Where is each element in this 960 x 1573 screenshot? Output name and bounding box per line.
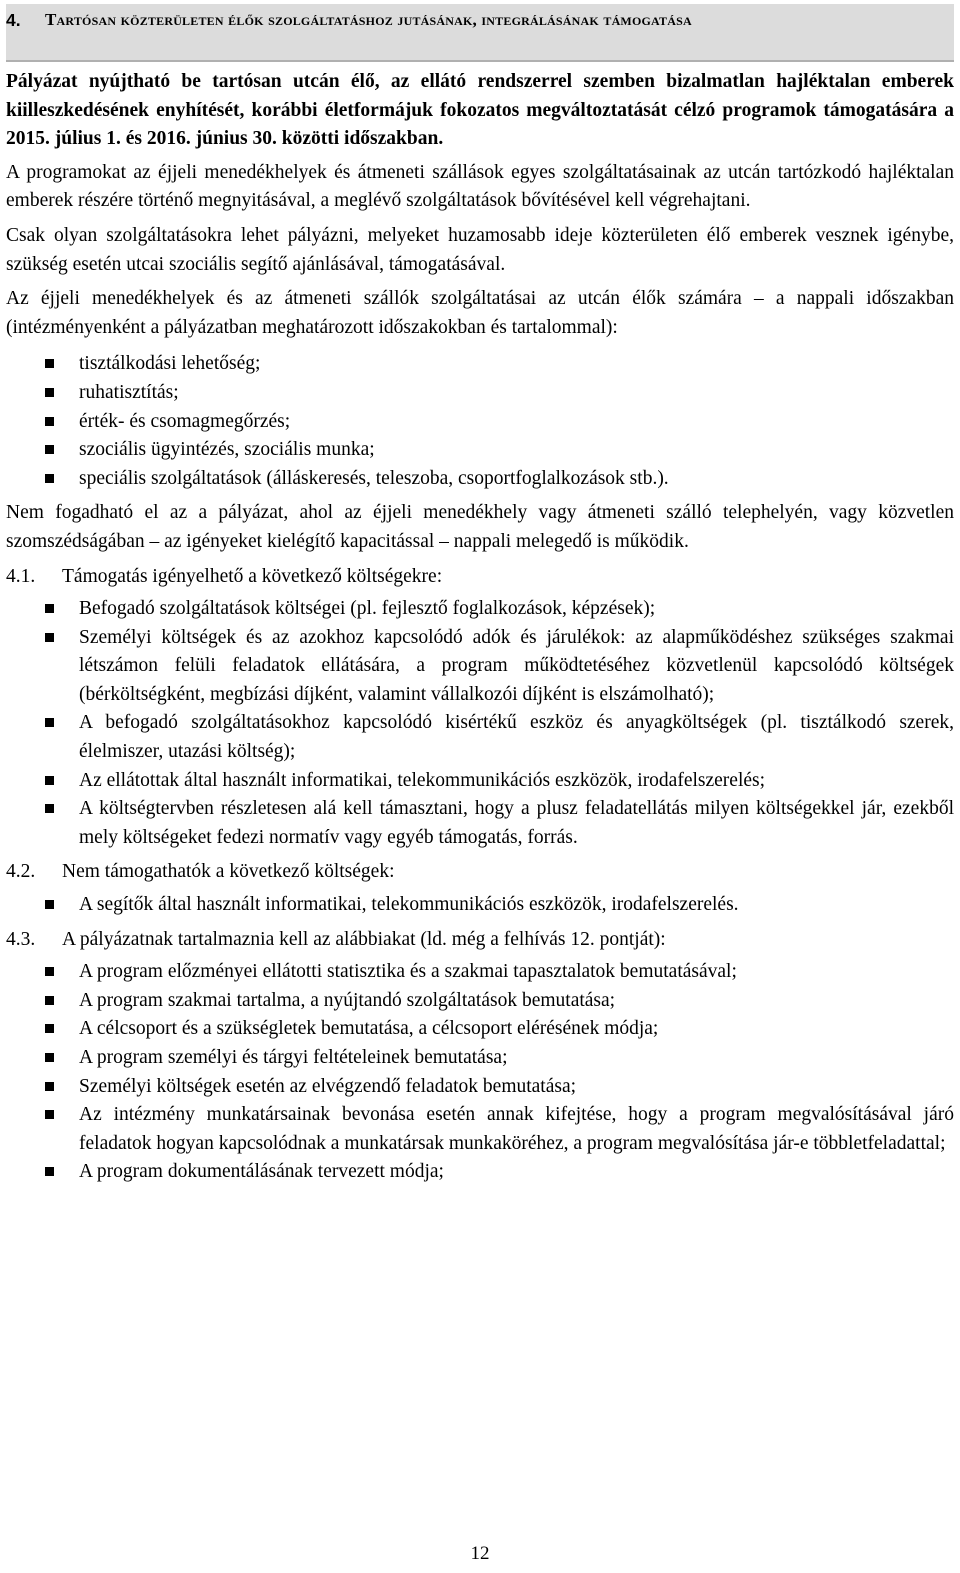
square-bullet-icon bbox=[45, 474, 54, 483]
square-bullet-icon bbox=[45, 718, 54, 727]
list-item: tisztálkodási lehetőség; bbox=[6, 350, 954, 379]
square-bullet-icon bbox=[45, 359, 54, 368]
square-bullet-icon bbox=[45, 900, 54, 909]
section-heading bbox=[6, 4, 954, 62]
document-body bbox=[6, 68, 954, 1193]
list-item: Befogadó szolgáltatások költségei (pl. fejlesztő foglalkozások, képzések); bbox=[6, 595, 954, 624]
list-item: A program szakmai tartalma, a nyújtandó szolgáltatások bemutatása; bbox=[6, 987, 954, 1016]
subsection-number: 4.3. bbox=[6, 928, 36, 950]
list-item: A költségtervben részletesen alá kell támasztani, hogy a plusz feladatellátás milyen költségekkel jár, ezekből mely költségeket fedezi normatív vagy egyéb támogatás, forrás. bbox=[6, 795, 954, 852]
square-bullet-icon bbox=[45, 1024, 54, 1033]
square-bullet-icon bbox=[45, 445, 54, 454]
subsection-title: Nem támogathatók a következő költségek: bbox=[62, 861, 395, 883]
required-contents-list bbox=[6, 958, 954, 1187]
list-item: Az intézmény munkatársainak bevonása esetén annak kifejtése, hogy a program megvalósításával járó feladatok hogyan kapcsolódnak a munkatársak munkaköréhez, a program megvalósítása jár-e többletfeladattal; bbox=[6, 1101, 954, 1158]
eligible-costs-list bbox=[6, 595, 954, 852]
subsection-heading bbox=[6, 858, 954, 887]
paragraph: A programokat az éjjeli menedékhelyek és átmeneti szállások egyes szolgáltatásainak az utcán tartózkodó hajléktalan emberek részére történő megnyitásával, a meglévő szolgáltatások bővítésével kell végrehajtani. bbox=[6, 161, 954, 212]
list-item: Személyi költségek esetén az elvégzendő feladatok bemutatása; bbox=[6, 1073, 954, 1102]
services-list bbox=[6, 350, 954, 493]
square-bullet-icon bbox=[45, 388, 54, 397]
subsection-number: 4.1. bbox=[6, 565, 36, 587]
square-bullet-icon bbox=[45, 633, 54, 642]
list-item: Az ellátottak által használt informatikai, telekommunikációs eszközök, irodafelszerelés; bbox=[6, 767, 954, 796]
square-bullet-icon bbox=[45, 1053, 54, 1062]
subsection-number: 4.2. bbox=[6, 861, 36, 883]
exclusion-paragraph: Nem fogadható el az a pályázat, ahol az éjjeli menedékhely vagy átmeneti szálló telephelyén, vagy közvetlen szomszédságában – az igényeket kielégítő kapacitással – nappali melegedő is működik. bbox=[6, 502, 954, 552]
square-bullet-icon bbox=[45, 604, 54, 613]
square-bullet-icon bbox=[45, 776, 54, 785]
section-title: Tartósan közterületen élők szolgáltatáshoz jutásának, integrálásának támogatása bbox=[45, 10, 692, 29]
subsection-title: Támogatás igényelhető a következő költségekre: bbox=[62, 565, 443, 587]
list-item: A program személyi és tárgyi feltételeinek bemutatása; bbox=[6, 1044, 954, 1073]
list-item: A célcsoport és a szükségletek bemutatása, a célcsoport elérésének módja; bbox=[6, 1015, 954, 1044]
list-item: ruhatisztítás; bbox=[6, 379, 954, 408]
square-bullet-icon bbox=[45, 417, 54, 426]
square-bullet-icon bbox=[45, 804, 54, 813]
section-number: 4. bbox=[6, 10, 21, 30]
list-item: A program dokumentálásának tervezett módja; bbox=[6, 1158, 954, 1187]
subsection-heading bbox=[6, 563, 954, 592]
square-bullet-icon bbox=[45, 967, 54, 976]
paragraph: Az éjjeli menedékhelyek és az átmeneti szállók szolgáltatásai az utcán élők számára – a nappali időszakban (intézményenként a pályázatban meghatározott időszakokban és tartalommal): bbox=[6, 288, 954, 338]
square-bullet-icon bbox=[45, 996, 54, 1005]
list-item: érték- és csomagmegőrzés; bbox=[6, 408, 954, 437]
square-bullet-icon bbox=[45, 1110, 54, 1119]
square-bullet-icon bbox=[45, 1082, 54, 1091]
ineligible-costs-list bbox=[6, 891, 954, 920]
subsection-heading bbox=[6, 926, 954, 955]
list-item: A befogadó szolgáltatásokhoz kapcsolódó kisértékű eszköz és anyagköltségek (pl. tisztálkodó szerek, élelmiszer, utazási költség); bbox=[6, 709, 954, 766]
list-item: szociális ügyintézés, szociális munka; bbox=[6, 436, 954, 465]
page-number: 12 bbox=[470, 1543, 490, 1564]
square-bullet-icon bbox=[45, 1167, 54, 1176]
list-item: speciális szolgáltatások (álláskeresés, teleszoba, csoportfoglalkozások stb.). bbox=[6, 465, 954, 494]
subsection-title: A pályázatnak tartalmaznia kell az alábbiakat (ld. még a felhívás 12. pontját): bbox=[62, 928, 666, 950]
list-item: A program előzményei ellátotti statisztika és a szakmai tapasztalatok bemutatásával; bbox=[6, 958, 954, 987]
paragraph: Csak olyan szolgáltatásokra lehet pályázni, melyeket huzamosabb ideje közterületen élő emberek vesznek igénybe, szükség esetén utcai szociális segítő ajánlásával, támogatásával. bbox=[6, 224, 954, 275]
lead-paragraph: Pályázat nyújtható be tartósan utcán élő, az ellátó rendszerrel szemben bizalmatlan hajléktalan emberek kiilleszkedésének enyhítését, korábbi életformájuk fokozatos megváltoztatását célzó programok támogatására a 2015. július 1. és 2016. június 30. közötti időszakban. bbox=[6, 71, 954, 150]
list-item: A segítők által használt informatikai, telekommunikációs eszközök, irodafelszerelés. bbox=[6, 891, 954, 920]
list-item: Személyi költségek és az azokhoz kapcsolódó adók és járulékok: az alapműködéshez szükséges szakmai létszámon felüli feladatok ellátására, a program működtetéséhez közvetlenül kapcsolódó költségek (bérköltségként, megbízási díjként, valamint vállalkozói díjként is elszámolható); bbox=[6, 624, 954, 710]
